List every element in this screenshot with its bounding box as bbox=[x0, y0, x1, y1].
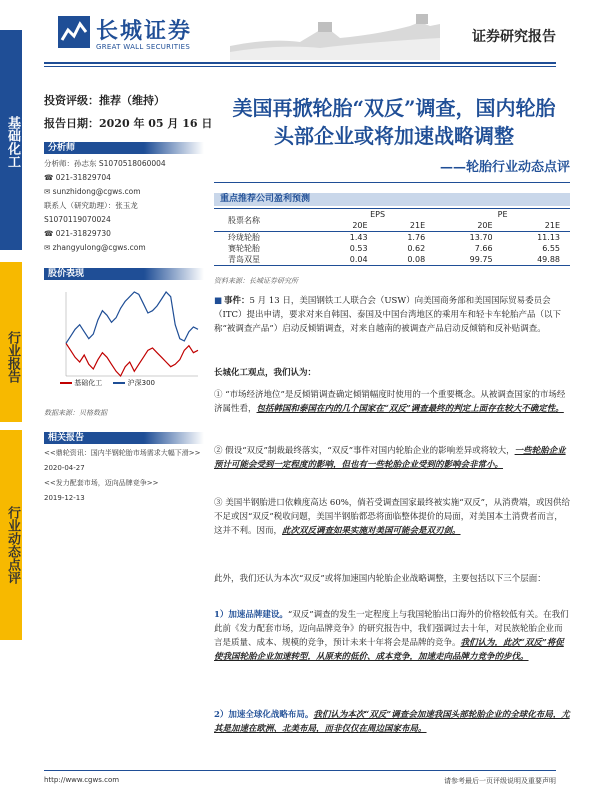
point-3-text: 美国半钢胎进口依赖度高达 60%，倘若受调查国家最终被实施“双反”，从消费端，或因供给不足或因“双反”税收问题，美国半钢胎都恐将面临整体提价的局面，对美国本土消费者而言，这并不利。因而， bbox=[214, 498, 570, 536]
table-row bbox=[214, 243, 570, 254]
header-divider-thin bbox=[44, 66, 556, 67]
year-cell: 20E bbox=[352, 221, 368, 230]
event-paragraph bbox=[214, 294, 570, 336]
related-section-label: 相关报告 bbox=[48, 433, 85, 443]
point-1 bbox=[214, 388, 570, 416]
legend-swatch-a bbox=[60, 382, 72, 384]
chart-legend bbox=[60, 378, 155, 388]
forecast-table-header: 重点推荐公司盈利预测 bbox=[214, 193, 570, 206]
strategy-2-heading: 2）加速全球化战略布局。 bbox=[214, 710, 314, 720]
logo-subtext: GREAT WALL SECURITIES bbox=[96, 43, 191, 51]
col-stock: 股票名称 bbox=[214, 209, 320, 232]
table-cell: 7.66 bbox=[474, 244, 493, 253]
legend-label-a: 基础化工 bbox=[74, 379, 103, 387]
strategy-1-text: “双反”调查的发生一定程度上与我国轮胎出口海外的价格较低有关。在我们此前《发力配套市场，迈向品牌竞争》的研究报告中，我们强调过去十年，对民族轮胎企业而言是质量、成本、规模的竞争，预计未来十年将会是品牌的竞争。 bbox=[214, 610, 569, 648]
year-cell: 20E bbox=[477, 221, 493, 230]
email-link[interactable]: ✉ sunzhidong@cgws.com bbox=[44, 187, 141, 196]
footer-divider bbox=[44, 770, 556, 771]
table-cell: 99.75 bbox=[435, 254, 502, 266]
circled-3-icon: ③ bbox=[214, 498, 226, 508]
report-subtitle: ——轮胎行业动态点评 bbox=[439, 160, 570, 175]
report-kind-label: 行业报告 bbox=[5, 331, 20, 383]
great-wall-image bbox=[230, 8, 440, 60]
related-section-header bbox=[44, 432, 204, 444]
table-row bbox=[214, 254, 570, 266]
year-cell: 21E bbox=[409, 221, 426, 230]
footer-url[interactable]: http://www.cgws.com bbox=[44, 776, 120, 784]
company-logo bbox=[58, 14, 208, 58]
table-cell: 0.62 bbox=[407, 244, 426, 253]
analyst-info bbox=[44, 157, 166, 255]
related-report-date: 2019-12-13 bbox=[44, 494, 85, 502]
strategy-1-emphasis: 我们认为，此次“双反”将促使我国轮胎企业加速转型，从原来的低价、成本竞争，加速走向品牌力竞争的步伐。 bbox=[214, 638, 564, 662]
assistant-cert: S1070119070024 bbox=[44, 215, 111, 224]
industry-tab bbox=[0, 30, 22, 250]
related-report-date: 2020-04-27 bbox=[44, 464, 85, 472]
report-sub-label: 行业动态点评 bbox=[5, 506, 20, 584]
table-cell: 49.88 bbox=[503, 254, 570, 266]
chart-source: 数据来源：贝格数据 bbox=[44, 409, 107, 417]
point-3 bbox=[214, 496, 570, 538]
footer-disclaimer: 请参考最后一页评级说明及重要声明 bbox=[444, 777, 556, 785]
performance-section-header bbox=[44, 268, 204, 280]
logo-mark-icon bbox=[58, 16, 90, 48]
report-title-line2: 头部企业或将加速战略调整 bbox=[274, 124, 514, 148]
related-report-link[interactable]: <<发力配套市场，迈向品牌竞争>> bbox=[44, 479, 159, 487]
strategy-1 bbox=[214, 608, 570, 664]
circled-1-icon: ① bbox=[214, 390, 226, 400]
industry-label: 基础化工 bbox=[5, 116, 20, 168]
analyst-section-header bbox=[44, 142, 204, 154]
view-heading: 长城化工观点，我们认为： bbox=[214, 368, 317, 378]
assistant-line: 联系人（研究助理）：张玉龙 bbox=[44, 201, 138, 210]
table-cell: 0.08 bbox=[378, 254, 436, 266]
analyst-line: 分析师：孙志东 S1070518060004 bbox=[44, 159, 166, 168]
year-cell: 21E bbox=[544, 221, 560, 230]
investment-rating: 投资评级：推荐（维持） bbox=[44, 94, 165, 107]
series-line-0 bbox=[66, 343, 198, 376]
email-link[interactable]: ✉ zhangyulong@cgws.com bbox=[44, 243, 146, 252]
report-sub-tab bbox=[0, 430, 22, 640]
performance-section-label: 股价表现 bbox=[48, 269, 85, 279]
strategy-2 bbox=[214, 708, 570, 736]
forecast-table bbox=[214, 208, 570, 266]
phone-line: ☎ 021-31829704 bbox=[44, 173, 111, 182]
legend-swatch-b bbox=[113, 382, 125, 384]
logo-text: 长城证券 bbox=[96, 19, 193, 44]
stock-name: 赛轮轮胎 bbox=[228, 244, 260, 253]
table-cell: 13.70 bbox=[469, 233, 493, 242]
analyst-section-label: 分析师 bbox=[48, 143, 76, 153]
stock-name: 青岛双星 bbox=[214, 254, 320, 266]
col-pe: PE bbox=[435, 209, 570, 221]
point-1-text: “市场经济地位”是反倾销调查确定倾销幅度时使用的一个重要概念。从被调查国家的市场经济属性看， bbox=[214, 390, 566, 414]
strategy-1-heading: 1）加速品牌建设。 bbox=[214, 610, 288, 620]
phone-line: ☎ 021-31829730 bbox=[44, 229, 111, 238]
event-label: 事件： bbox=[224, 296, 250, 306]
table-cell: 1.43 bbox=[349, 233, 368, 242]
table-source: 资料来源：长城证券研究所 bbox=[214, 277, 298, 285]
table-cell: 0.53 bbox=[349, 244, 368, 253]
event-text: 5 月 13 日，美国钢铁工人联合会（USW）向美国商务部和美国国际贸易委员会（ITC）提出申请，要求对来自韩国、泰国及中国台湾地区的乘用车和轻卡车轮胎产品（以下称“被调查产品”）启动反倾销调查，对来自越南的被调查产品启动反倾销和反补贴调查。 bbox=[214, 296, 562, 334]
legend-label-b: 沪深300 bbox=[127, 379, 155, 387]
circled-2-icon: ② bbox=[214, 446, 226, 456]
strategy-2-emphasis: 我们认为本次“双反”调查会加速我国头部轮胎企业的全球化布局，尤其是加速在欧洲、北美布局，而非仅仅在周边国家布局。 bbox=[214, 710, 570, 734]
report-type: 证券研究报告 bbox=[472, 29, 556, 45]
related-report-link[interactable]: <<鼎轮资讯：国内半钢轮胎市场需求大幅下滑>> bbox=[44, 449, 201, 457]
table-header-row bbox=[214, 209, 570, 221]
report-date: 报告日期：2020 年 05 月 16 日 bbox=[44, 117, 213, 130]
table-cell: 6.55 bbox=[542, 244, 560, 253]
square-bullet-icon: ■ bbox=[214, 296, 223, 306]
series-line-1 bbox=[66, 292, 198, 343]
stock-name: 玲珑轮胎 bbox=[228, 233, 260, 242]
report-kind-tab bbox=[0, 262, 22, 422]
related-reports bbox=[44, 446, 200, 506]
table-row bbox=[214, 232, 570, 244]
header-divider bbox=[44, 62, 556, 64]
point-2-emphasis: 一些轮胎企业预计可能会受到一定程度的影响，但也有一些轮胎企业受到的影响会非常小。 bbox=[214, 446, 566, 470]
col-eps: EPS bbox=[320, 209, 435, 221]
title-divider bbox=[214, 182, 570, 183]
point-3-emphasis: 此次双反调查如果实施对美国可能会是双刃剑。 bbox=[282, 526, 461, 536]
point-2 bbox=[214, 444, 570, 472]
table-cell: 1.76 bbox=[407, 233, 426, 242]
point-1-emphasis: 包括韩国和泰国在内的几个国家在“双反”调查最终的判定上面存在较大不确定性。 bbox=[256, 404, 564, 414]
point-2-text: 假设“双反”制裁最终落实，“双反”事件对国内轮胎企业的影响差异或将较大， bbox=[225, 446, 515, 456]
table-cell: 11.13 bbox=[537, 233, 560, 242]
further-paragraph: 此外，我们还认为本次“双反”或将加速国内轮胎企业战略调整，主要包括以下三个层面： bbox=[214, 574, 546, 584]
report-title-line1: 美国再掀轮胎“双反”调查，国内轮胎 bbox=[232, 96, 556, 120]
table-cell: 0.04 bbox=[320, 254, 378, 266]
